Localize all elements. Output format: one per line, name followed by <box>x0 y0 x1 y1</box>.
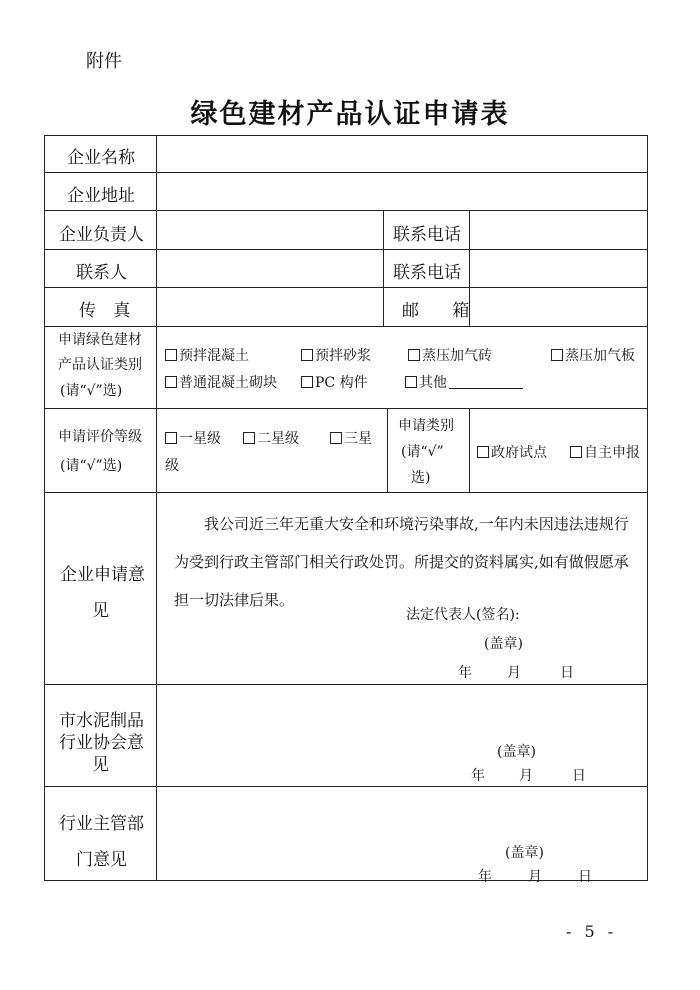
attachment-label: 附件 <box>86 51 122 72</box>
phone-field-2[interactable] <box>471 251 646 286</box>
authority-date-year: 年 <box>478 869 492 885</box>
enterprise-date-year: 年 <box>458 665 472 681</box>
other-fill-blank[interactable] <box>449 388 523 389</box>
association-label-line1: 市水泥制品 <box>59 711 144 731</box>
category-option-aac-brick[interactable]: 蒸压加气砖 <box>408 345 492 365</box>
company-head-label: 企业负责人 <box>59 225 144 245</box>
row-divider <box>44 249 648 250</box>
phone-label-2: 联系电话 <box>393 263 461 283</box>
enterprise-date-month: 月 <box>507 665 521 681</box>
grade-option-three-star-wrap: 级 <box>165 458 179 474</box>
category-option-concrete-block[interactable]: 普通混凝土砌块 <box>165 372 277 392</box>
row-divider <box>44 408 648 409</box>
authority-seal-label: (盖章) <box>505 845 544 861</box>
authority-opinion-field[interactable] <box>158 788 646 879</box>
enterprise-opinion-label-line2: 见 <box>92 601 109 621</box>
company-name-field[interactable] <box>158 137 646 171</box>
company-head-field[interactable] <box>158 212 382 248</box>
association-date-month: 月 <box>519 768 533 784</box>
contact-person-label: 联系人 <box>76 263 127 283</box>
association-label-line3: 见 <box>92 755 109 775</box>
category-option-ready-mix-mortar[interactable]: 预拌砂浆 <box>301 345 371 365</box>
authority-date-month: 月 <box>528 869 542 885</box>
row-divider <box>44 684 648 685</box>
column-divider <box>387 408 388 492</box>
column-divider <box>383 210 384 326</box>
category-option-ready-mix-concrete[interactable]: 预拌混凝土 <box>165 345 249 365</box>
legal-rep-signature-label: 法定代表人(签名): <box>406 607 520 623</box>
company-name-label: 企业名称 <box>67 148 135 168</box>
authority-date-day: 日 <box>578 869 592 885</box>
type-label-line3: 选) <box>411 470 431 486</box>
type-option-government-pilot[interactable]: 政府试点 <box>477 442 547 462</box>
enterprise-date-day: 日 <box>560 665 574 681</box>
association-seal-label: (盖章) <box>497 744 536 760</box>
form-title: 绿色建材产品认证申请表 <box>190 99 510 130</box>
enterprise-opinion-label-line1: 企业申请意 <box>60 565 145 585</box>
type-label-line1: 申请类别 <box>398 418 454 434</box>
page-number: - 5 - <box>566 922 618 941</box>
type-option-self-apply[interactable]: 自主申报 <box>570 442 640 462</box>
category-option-other-label: 其他 <box>419 375 447 391</box>
category-option-pc-component[interactable]: PC 构件 <box>301 372 368 392</box>
row-divider <box>44 210 648 211</box>
enterprise-seal-label: (盖章) <box>484 636 523 652</box>
phone-field-1[interactable] <box>471 212 646 248</box>
row-divider <box>44 287 648 288</box>
association-date-year: 年 <box>471 768 485 784</box>
checkbox-icon <box>405 375 419 391</box>
fax-label: 传 真 <box>79 301 137 321</box>
column-divider <box>469 408 470 492</box>
category-label-line1: 申请绿色建材 <box>58 332 142 348</box>
row-divider <box>44 172 648 173</box>
column-divider <box>156 135 157 881</box>
category-label-line2: 产品认证类别 <box>58 357 142 373</box>
row-divider <box>44 326 648 327</box>
row-divider <box>44 786 648 787</box>
row-divider <box>44 492 648 493</box>
type-label-line2: (请“√” <box>401 444 444 460</box>
company-address-field[interactable] <box>158 174 646 209</box>
grade-option-three-star[interactable]: 三星 <box>330 428 372 448</box>
phone-label-1: 联系电话 <box>393 225 461 245</box>
email-field[interactable] <box>471 289 646 325</box>
grade-option-one-star[interactable]: 一星级 <box>165 428 221 448</box>
fax-field[interactable] <box>158 289 382 325</box>
email-label: 邮 箱 <box>402 301 484 321</box>
company-address-label: 企业地址 <box>67 186 135 206</box>
authority-label-line2: 门意见 <box>76 850 127 870</box>
contact-person-field[interactable] <box>158 251 382 286</box>
category-option-aac-panel[interactable]: 蒸压加气板 <box>551 345 635 365</box>
grade-label-line2: (请“√”选) <box>60 458 123 474</box>
category-option-other[interactable] <box>405 372 523 392</box>
association-date-day: 日 <box>572 768 586 784</box>
association-label-line2: 行业协会意 <box>59 733 144 753</box>
category-label-line3: (请“√”选) <box>60 383 123 399</box>
enterprise-statement: 我公司近三年无重大安全和环境污染事故,一年内未因违法违规行为受到行政主管部门相关行政处罚。所提交的资料属实,如有做假愿承担一切法律后果。 <box>174 515 629 609</box>
grade-option-two-star[interactable]: 二星级 <box>243 428 299 448</box>
authority-label-line1: 行业主管部 <box>59 814 144 834</box>
grade-label-line1: 申请评价等级 <box>58 429 142 445</box>
